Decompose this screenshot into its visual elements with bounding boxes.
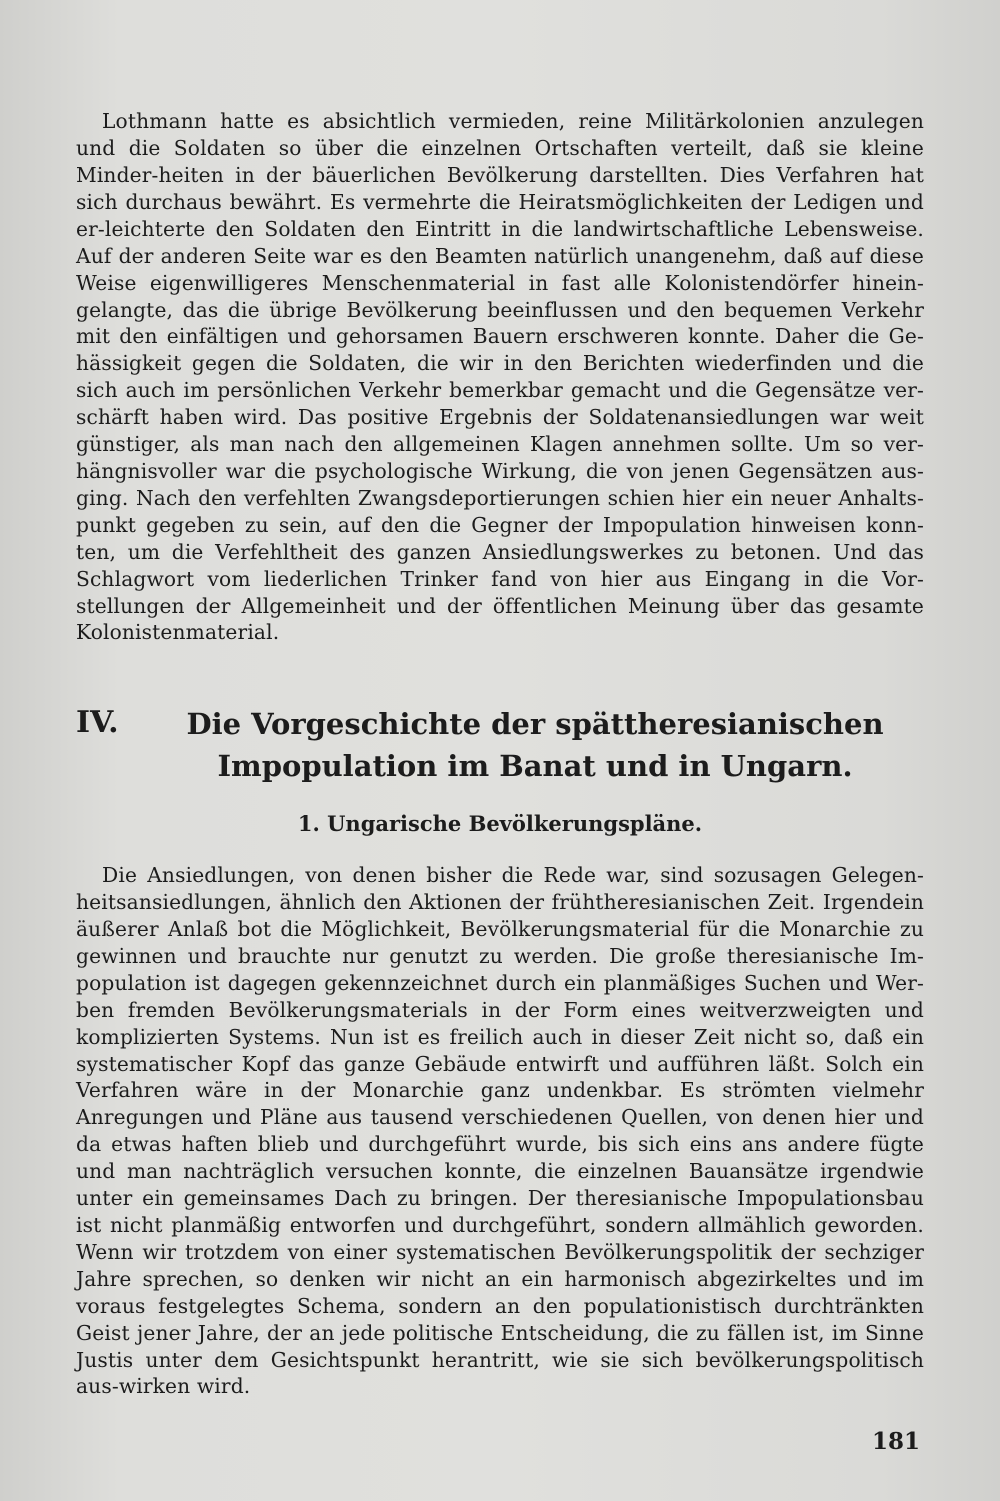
section-heading: 1. Ungarische Bevölkerungspläne. xyxy=(297,811,703,836)
chapter-title: Die Vorgeschichte der spättheresianischen Impopulation im Banat und in Ungarn. xyxy=(186,707,884,783)
page-number: 181 xyxy=(871,1428,920,1455)
chapter-heading xyxy=(76,703,924,787)
chapter-number: IV. xyxy=(76,705,119,740)
paragraph-soldiers-settlement: Lothmann hatte es absichtlich vermieden, reine Militärkolonien anzulegen und die Soldaten so über die einzelnen Ortschaften verteilt, daß sie kleine Minder-heiten in der bäuerlichen Bevölkerung darstellten. Dies Verfahren hat sich durchaus bewährt. Es vermehrte die Heiratsmöglichkeiten der Ledigen und er-leichterte den Soldaten den Eintritt in die landwirtschaftliche Lebensweise. Auf der anderen Seite war es den Beamten natürlich unangenehm, daß auf diese Weise eigenwilligeres Menschenmaterial in fast alle Kolonistendörfer hinein-gelangte, das die übrige Bevölkerung beeinflussen und den bequemen Verkehr mit den einfältigen und gehorsamen Bauern erschweren konnte. Daher die Ge-hässigkeit gegen die Soldaten, die wir in den Berichten wiederfinden und die sich auch im persönlichen Verkehr bemerkbar gemacht und die Gegensätze ver-schärft haben wird. Das positive Ergebnis der Soldatenansiedlungen war weit günstiger, als man nach den allgemeinen Klagen annehmen sollte. Um so ver-hängnisvoller war die psychologische Wirkung, die von jenen Gegensätzen aus-ging. Nach den verfehlten Zwangsdeportierungen schien hier ein neuer Anhalts-punkt gegeben zu sein, auf den die Gegner der Impopulation hinweisen konn-ten, um die Verfehltheit des ganzen Ansiedlungswerkes zu betonen. Und das Schlagwort vom liederlichen Trinker fand von hier aus Eingang in die Vor-stellungen der Allgemeinheit und der öffentlichen Meinung über das gesamte Kolonistenmaterial. xyxy=(76,109,924,645)
paragraph-population-plans: Die Ansiedlungen, von denen bisher die Rede war, sind sozusagen Gelegen-heitsansiedlungen, ähnlich den Aktionen der frühtheresianischen Zeit. Irgendein äußerer Anlaß bot die Möglichkeit, Bevölkerungsmaterial für die Monarchie zu gewinnen und brauchte nur genutzt zu werden. Die große theresianische Im-population ist dagegen gekennzeichnet durch ein planmäßiges Suchen und Wer-ben fremden Bevölkerungsmaterials in der Form eines weitverzweigten und komplizierten Systems. Nun ist es freilich auch in dieser Zeit nicht so, daß ein systematischer Kopf das ganze Gebäude entwirft und aufführen läßt. Solch ein Verfahren wäre in der Monarchie ganz undenkbar. Es strömten vielmehr Anregungen und Pläne aus tausend verschiedenen Quellen, von denen hier und da etwas haften blieb und durchgeführt wurde, bis sich eins ans andere fügte und man nachträglich versuchen konnte, die einzelnen Bauansätze irgendwie unter ein gemeinsames Dach zu bringen. Der theresianische Impopulationsbau ist nicht planmäßig entworfen und durchgeführt, sondern allmählich geworden. Wenn wir trotzdem von einer systematischen Bevölkerungspolitik der sechziger Jahre sprechen, so denken wir nicht an ein harmonisch abgezirkeltes und im voraus festgelegtes Schema, sondern an den populationistisch durchtränkten Geist jener Jahre, der an jede politische Entscheidung, die zu fällen ist, im Sinne Justis unter dem Gesichtspunkt herantritt, wie sie sich bevölkerungspolitisch aus-wirken wird. xyxy=(76,863,924,1399)
